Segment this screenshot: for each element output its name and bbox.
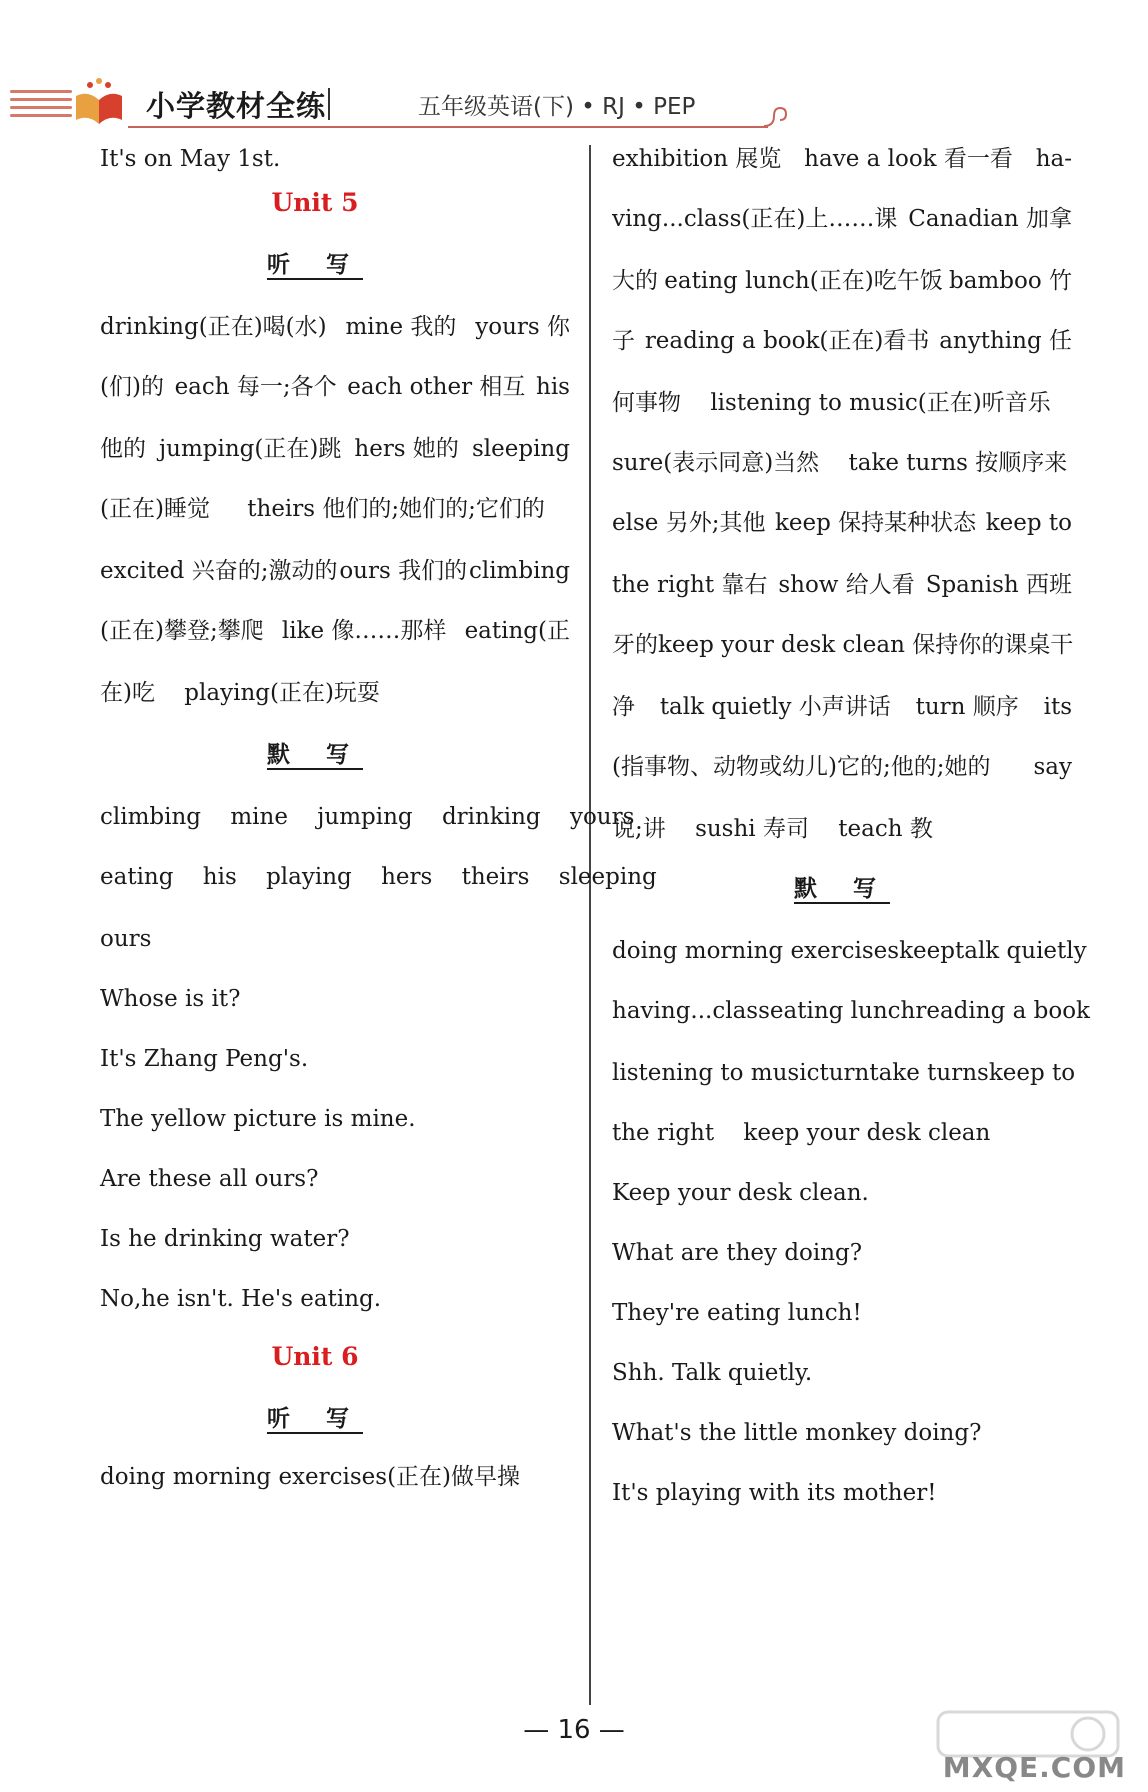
vocab-item: listening to music(正在)听音乐 bbox=[710, 390, 1051, 416]
vocab-item: 说;讲 bbox=[612, 816, 666, 842]
vocab-item: jumping(正在)跳 bbox=[159, 436, 342, 462]
vocab-item: talk quietly 小声讲话 bbox=[659, 694, 891, 720]
dictation-heading: 默 写 bbox=[266, 741, 363, 768]
vocab-item: keep 保持某种状态 bbox=[774, 510, 977, 536]
dictation-line bbox=[612, 992, 1090, 1062]
sentence-line: Is he drinking water? bbox=[100, 1226, 350, 1252]
dictation-word: eating bbox=[100, 864, 174, 890]
dictation-word: having...class bbox=[612, 998, 770, 1024]
header-rule bbox=[128, 126, 768, 128]
dictation-word: his bbox=[202, 864, 237, 890]
sentence-line: It's playing with its mother! bbox=[612, 1480, 937, 1506]
vocab-line bbox=[612, 504, 1072, 574]
dictation-word: the right bbox=[612, 1120, 715, 1146]
vocab-item: bamboo 竹 bbox=[949, 268, 1072, 294]
sentence-line: Whose is it? bbox=[100, 986, 241, 1012]
listening-heading: 听 写 bbox=[266, 251, 363, 278]
sentence-line: Keep your desk clean. bbox=[612, 1180, 869, 1206]
vocab-item: drinking(正在)喝(水) bbox=[100, 314, 327, 340]
vocab-item: (正在)攀登;攀爬 bbox=[100, 618, 264, 644]
vocab-item: say bbox=[1033, 754, 1072, 780]
listening-heading: 听 写 bbox=[266, 1405, 363, 1432]
vocab-item: show 给人看 bbox=[778, 572, 915, 598]
vocab-item: yours 你 bbox=[475, 314, 570, 340]
vocab-item: keep to bbox=[985, 510, 1072, 536]
dictation-word: eating lunch bbox=[769, 998, 916, 1024]
vocab-item: climbing bbox=[468, 558, 570, 584]
dictation-heading: 默 写 bbox=[793, 875, 890, 902]
answer-line: It's on May 1st. bbox=[100, 146, 281, 172]
dictation-word: take turns bbox=[869, 1060, 989, 1086]
dictation-word: doing morning exercises bbox=[612, 938, 900, 964]
header-separator bbox=[328, 88, 330, 120]
vocab-item: his bbox=[536, 374, 570, 400]
column-divider bbox=[589, 145, 591, 1705]
dictation-word: turn bbox=[819, 1060, 870, 1086]
vocab-item: 在)吃 bbox=[100, 680, 155, 706]
vocab-item: anything 任 bbox=[939, 328, 1072, 354]
book-series-title: 小学教材全练 bbox=[146, 89, 327, 123]
vocab-item: 大的 bbox=[612, 268, 658, 294]
vocab-item: reading a book(正在)看书 bbox=[644, 328, 930, 354]
unit-6-heading: Unit 6 bbox=[271, 1342, 359, 1371]
vocab-item: hers 她的 bbox=[354, 436, 459, 462]
dictation-word: keep your desk clean bbox=[743, 1120, 991, 1146]
vocab-line bbox=[612, 200, 1072, 270]
dictation-word: reading a book bbox=[915, 998, 1090, 1024]
dictation-line bbox=[100, 858, 657, 928]
sentence-line: What are they doing? bbox=[612, 1240, 863, 1266]
book-logo-icon bbox=[70, 76, 128, 128]
vocab-item: each 每一;各个 bbox=[174, 374, 337, 400]
dictation-word: talk quietly bbox=[954, 938, 1087, 964]
dictation-word: hers bbox=[381, 864, 433, 890]
vocab-item: Canadian 加拿 bbox=[908, 206, 1072, 232]
dictation-word: keep to bbox=[988, 1060, 1076, 1086]
watermark-text: MXQE.COM bbox=[942, 1751, 1126, 1784]
sentence-line: It's Zhang Peng's. bbox=[100, 1046, 309, 1072]
vocab-item: (们)的 bbox=[100, 374, 164, 400]
dictation-word: mine bbox=[230, 804, 288, 830]
vocab-item: turn 顺序 bbox=[915, 694, 1019, 720]
vocab-item: eating(正 bbox=[464, 618, 570, 644]
vocab-item: eating lunch(正在)吃午饭 bbox=[664, 268, 943, 294]
dictation-word: sleeping bbox=[558, 864, 657, 890]
vocab-item: (指事物、动物或幼儿)它的;他的;她的 bbox=[612, 754, 991, 780]
sentence-line: The yellow picture is mine. bbox=[100, 1106, 416, 1132]
page-header bbox=[0, 72, 800, 132]
vocab-line bbox=[612, 626, 1072, 696]
vocab-item: each other 相互 bbox=[347, 374, 526, 400]
curl-ornament-icon bbox=[760, 100, 790, 130]
dictation-word: yours bbox=[569, 804, 635, 830]
vocab-item: exhibition 展览 bbox=[612, 146, 782, 172]
vocab-item: 他的 bbox=[100, 436, 146, 462]
vocab-item: mine 我的 bbox=[345, 314, 457, 340]
vocab-item: theirs 他们的;她们的;它们的 bbox=[247, 496, 545, 522]
dictation-word: jumping bbox=[317, 804, 413, 830]
sentence-line: They're eating lunch! bbox=[612, 1300, 862, 1326]
dictation-line: ours bbox=[100, 926, 152, 952]
sentence-line: Shh. Talk quietly. bbox=[612, 1360, 813, 1386]
vocab-item: sushi 寿司 bbox=[695, 816, 809, 842]
vocab-item: 子 bbox=[612, 328, 635, 354]
vocab-item: else 另外;其他 bbox=[612, 510, 766, 536]
vocab-item: 净 bbox=[612, 694, 635, 720]
header-stripes bbox=[10, 90, 72, 122]
vocab-item: have a look 看一看 bbox=[804, 146, 1013, 172]
vocab-item: take turns 按顺序来 bbox=[848, 450, 1068, 476]
vocab-line bbox=[612, 322, 1072, 392]
vocab-item: excited 兴奋的;激动的 bbox=[100, 558, 338, 584]
vocab-item: sure(表示同意)当然 bbox=[612, 450, 820, 476]
vocab-item: keep your desk clean 保持你的课桌干 bbox=[658, 632, 1074, 658]
dictation-word: keep bbox=[899, 938, 955, 964]
page-number: — 16 — bbox=[523, 1715, 625, 1745]
vocab-item: teach 教 bbox=[838, 816, 933, 842]
unit-5-heading: Unit 5 bbox=[271, 188, 359, 217]
sentence-line: What's the little monkey doing? bbox=[612, 1420, 982, 1446]
vocab-line bbox=[612, 748, 1072, 818]
dictation-word: playing bbox=[266, 864, 352, 890]
vocab-item: 何事物 bbox=[612, 390, 681, 416]
vocab-item: ha- bbox=[1035, 146, 1072, 172]
vocab-line bbox=[100, 368, 570, 438]
dictation-word: theirs bbox=[461, 864, 530, 890]
vocab-item: like 像……那样 bbox=[281, 618, 447, 644]
book-subject: 五年级英语(下) • RJ • PEP bbox=[418, 94, 696, 120]
vocab-line: doing morning exercises(正在)做早操 bbox=[100, 1464, 521, 1490]
vocab-item: its bbox=[1043, 694, 1072, 720]
vocab-line bbox=[100, 490, 570, 560]
vocab-item: ving...class(正在)上……课 bbox=[612, 206, 898, 232]
vocab-item: (正在)睡觉 bbox=[100, 496, 210, 522]
vocab-item: Spanish 西班 bbox=[925, 572, 1072, 598]
sentence-line: No,he isn't. He's eating. bbox=[100, 1286, 382, 1312]
dictation-word: climbing bbox=[100, 804, 202, 830]
vocab-item: ours 我们的 bbox=[339, 558, 468, 584]
dictation-word: drinking bbox=[441, 804, 541, 830]
vocab-line bbox=[100, 674, 570, 744]
vocab-item: playing(正在)玩耍 bbox=[184, 680, 380, 706]
dictation-word: listening to music bbox=[612, 1060, 820, 1086]
vocab-item: the right 靠右 bbox=[612, 572, 768, 598]
vocab-item: sleeping bbox=[471, 436, 570, 462]
vocab-line bbox=[100, 612, 570, 682]
sentence-line: Are these all ours? bbox=[100, 1166, 319, 1192]
vocab-item: 牙的 bbox=[612, 632, 658, 658]
